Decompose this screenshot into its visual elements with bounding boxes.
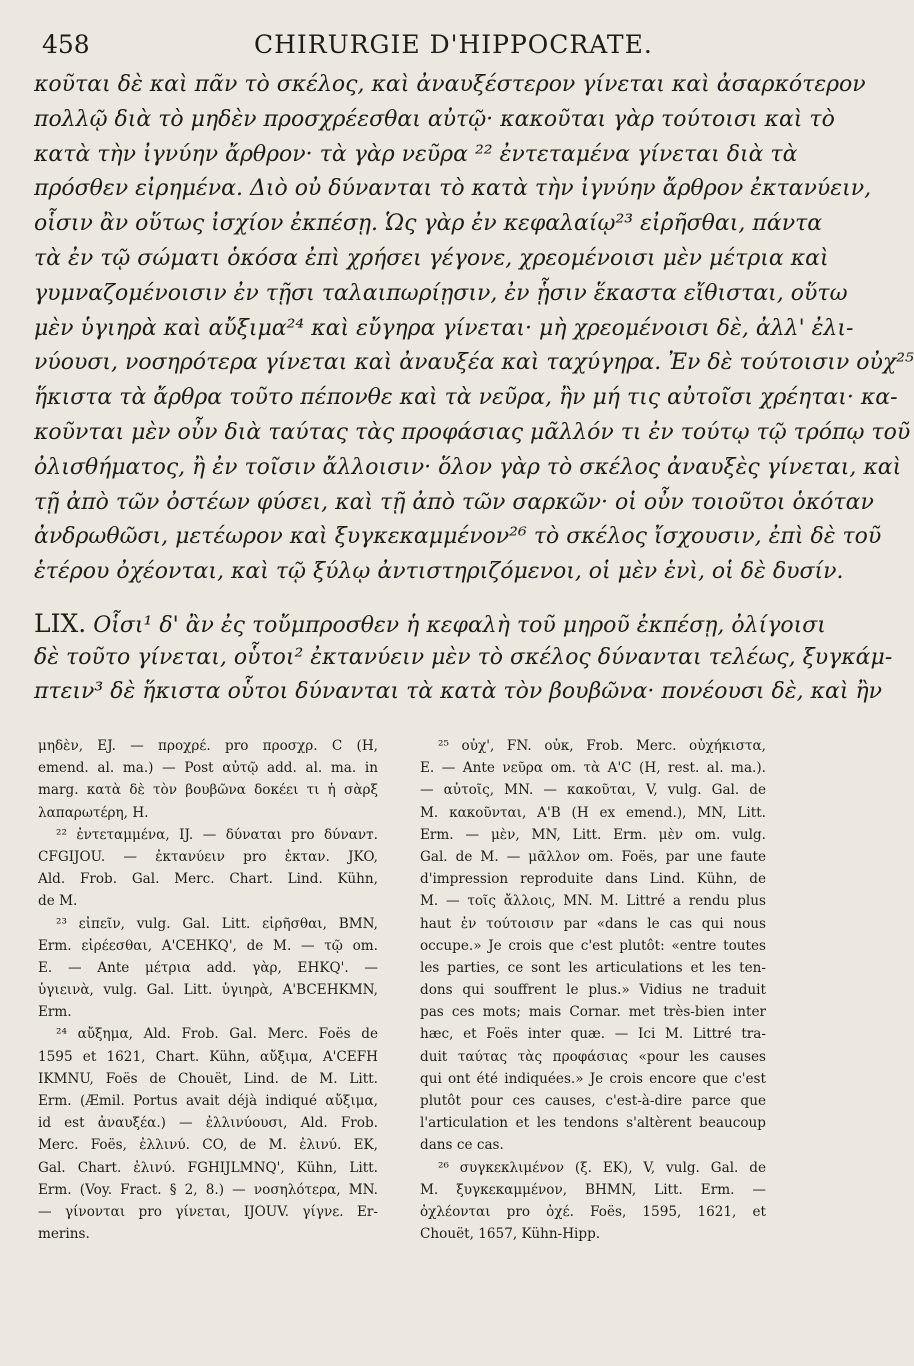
- footnote-line: Gal. de M. — μᾶλλον om. Foës, par une faute: [420, 848, 766, 865]
- text-line: νύουσι, νοσηρότερα γίνεται καὶ ἀναυξέα καὶ ταχύγηρα. Ἐν δὲ τούτοισιν οὐχ²⁵: [34, 350, 914, 376]
- footnote-line: hæc, et Foës inter quæ. — Ici M. Littré tra-: [420, 1026, 766, 1043]
- footnote-line: dans ce cas.: [420, 1137, 504, 1154]
- footnote-line: Erm. — μὲν, MN, Litt. Erm. μὲν om. vulg.: [420, 826, 766, 843]
- footnote-line: Chouët, 1657, Kühn-Hipp.: [420, 1226, 601, 1243]
- text-line: τὰ ἐν τῷ σώματι ὁκόσα ἐπὶ χρήσει γέγονε, χρεομένοισι μὲν μέτρια καὶ: [34, 245, 829, 271]
- footnote-line: — γίνονται pro γίνεται, IJOUV. γίγνε. Er-: [38, 1203, 378, 1220]
- footnote-line: — αὐτοῖς, MN. — κακοῦται, V, vulg. Gal. de: [420, 782, 766, 799]
- footnote-line: ²⁶ συγκεκλιμένον (ξ. EK), V, vulg. Gal. de: [438, 1159, 766, 1176]
- footnote-line: duit ταύτας τὰς προφάσιας «pour les causes: [420, 1048, 766, 1065]
- section-first-line: [34, 607, 826, 641]
- footnote-line: qui ont été indiquées.» Je crois encore que c'est: [420, 1070, 766, 1087]
- text-line: ἥκιστα τὰ ἄρθρα τοῦτο πέπονθε καὶ τὰ νεῦρα, ἢν μή τις αὐτοῖσι χρέηται· κα-: [34, 385, 898, 411]
- footnote-line: pas ces mots; mais Cornar. met très-bien inter: [420, 1004, 766, 1021]
- footnote-line: Merc. Foës, ἐλλινύ. CO, de M. ἐλινύ. EK,: [38, 1137, 378, 1154]
- footnote-line: id est ἀναυξέα.) — ἐλλινύουσι, Ald. Frob.: [38, 1115, 378, 1132]
- section-number: LIX.: [34, 609, 87, 638]
- footnote-line: merins.: [38, 1226, 90, 1243]
- footnote-line: Gal. Chart. ἐλινύ. FGHIJLMNQ', Kühn, Litt.: [38, 1159, 378, 1176]
- section-lix: [34, 607, 893, 709]
- text-line: πολλῷ διὰ τὸ μηδὲν προσχρέεσθαι αὐτῷ· κακοῦται γὰρ τούτοισι καὶ τὸ: [34, 106, 835, 132]
- text-line: κοῦνται μὲν οὖν διὰ ταύτας τὰς προφάσιας μᾶλλόν τι ἐν τούτῳ τῷ τρόπῳ τοῦ: [34, 419, 911, 445]
- text-line: πτειν³ δὲ ἥκιστα οὗτοι δύνανται τὰ κατὰ τὸν βουβῶνα· πονέουσι δὲ, καὶ ἢν: [34, 679, 883, 704]
- footnote-line: ὑγιεινὰ, vulg. Gal. Litt. ὑγιηρὰ, A'BCEHKMN,: [38, 982, 378, 999]
- footnote-line: l'articulation et les tendons s'altèrent beaucoup: [420, 1115, 766, 1132]
- text-line: οἷσιν ἂν οὕτως ἰσχίον ἐκπέσῃ. Ὡς γὰρ ἐν κεφαλαίῳ²³ εἰρῆσθαι, πάντα: [34, 211, 823, 237]
- footnotes-left-column: [38, 735, 378, 1245]
- footnote-line: M. κακοῦνται, A'B (H ex emend.), MN, Litt.: [420, 804, 766, 821]
- footnote-line: Erm. (Voy. Fract. § 2, 8.) — νοσηλότερα, MN.: [38, 1181, 378, 1198]
- text-line: δὲ τοῦτο γίνεται, οὗτοι² ἐκτανύειν μὲν τὸ σκέλος δύνανται τελέως, ξυγκάμ-: [34, 645, 893, 670]
- text-line: κοῦται δὲ καὶ πᾶν τὸ σκέλος, καὶ ἀναυξέστερον γίνεται καὶ ἀσαρκότερον: [34, 72, 866, 97]
- text-line: ἀνδρωθῶσι, μετέωρον καὶ ξυγκεκαμμένον²⁶ τὸ σκέλος ἴσχουσιν, ἐπὶ δὲ τοῦ: [34, 524, 882, 550]
- page-header: [42, 30, 754, 66]
- footnote-line: Erm.: [38, 1004, 72, 1021]
- footnote-line: dons qui souffrent le plus.» Vidius ne traduit: [420, 982, 766, 999]
- footnote-line: emend. al. ma.) — Post αὐτῷ add. al. ma. in: [38, 760, 378, 777]
- text-line: πρόσθεν εἰρημένα. Διὸ οὐ δύνανται τὸ κατὰ τὴν ἰγνύην ἄρθρον ἐκτανύειν,: [34, 176, 872, 202]
- footnote-line: 1595 et 1621, Chart. Kühn, αὔξιμα, A'CEFH: [38, 1048, 378, 1065]
- footnote-line: Ald. Frob. Gal. Merc. Chart. Lind. Kühn,: [38, 871, 378, 888]
- footnote-line: E. — Ante μέτρια add. γὰρ, EHKQ'. —: [38, 959, 378, 976]
- footnote-line: CFGIJOU. — ἐκτανύειν pro ἐκταν. JKO,: [38, 848, 378, 865]
- footnote-line: ὀχλέονται pro ὀχέ. Foës, 1595, 1621, et: [420, 1203, 766, 1220]
- footnote-line: Erm. (Æmil. Portus avait déjà indiqué αὔξιμα,: [38, 1093, 378, 1109]
- footnote-line: IKMNU, Foës de Chouët, Lind. de M. Litt.: [38, 1070, 378, 1087]
- footnote-line: M. — τοῖς ἄλλοις, MN. M. Littré a rendu plus: [420, 893, 766, 910]
- footnote-line: ²³ εἰπεῖν, vulg. Gal. Litt. εἰρῆσθαι, BMN,: [56, 915, 378, 932]
- footnote-line: marg. κατὰ δὲ τὸν βουβῶνα δοκέει τι ἡ σὰρξ: [38, 782, 378, 799]
- footnote-line: occupe.» Je crois que c'est plutôt: «entre toutes: [420, 937, 766, 954]
- main-text: [34, 68, 914, 590]
- text-line: μὲν ὑγιηρὰ καὶ αὔξιμα²⁴ καὶ εὔγηρα γίνεται· μὴ χρεομένοισι δὲ, ἀλλ' ἐλι-: [34, 315, 854, 341]
- footnote-line: λαπαρωτέρη, H.: [38, 804, 149, 821]
- text-line: τῇ ἀπὸ τῶν ὀστέων φύσει, καὶ τῇ ἀπὸ τῶν σαρκῶν· οἱ οὖν τοιοῦτοι ὁκόταν: [34, 489, 874, 515]
- footnote-line: ²² ἐντεταμμένα, IJ. — δύναται pro δύνανт.: [56, 826, 378, 843]
- footnote-line: de M.: [38, 893, 78, 910]
- running-head: CHIRURGIE D'HIPPOCRATE.: [254, 30, 653, 59]
- footnotes-right-column: [420, 735, 766, 1245]
- section-first-line-text: Οἷσι¹ δ' ἂν ἐς τοὔμπροσθεν ἡ κεφαλὴ τοῦ μηροῦ ἐκπέσῃ, ὀλίγοισι: [93, 613, 826, 638]
- text-line: ἑτέρου ὀχέονται, καὶ τῷ ξύλῳ ἀντιστηριζόμενοι, οἱ μὲν ἑνὶ, οἱ δὲ δυσίν.: [34, 559, 844, 585]
- footnote-line: haut ἐν τούτοισιν par «dans le cas qui nous: [420, 915, 766, 932]
- footnote-line: ²⁴ αὔξημα, Ald. Frob. Gal. Merc. Foës de: [56, 1026, 378, 1043]
- text-line: γυμναζομένοισιν ἐν τῇσι ταλαιπωρίῃσιν, ἐν ᾗσιν ἕκαστα εἴθισται, οὕτω: [34, 280, 848, 306]
- footnote-line: μηδὲν, EJ. — προχρέ. pro προσχρ. C (H,: [38, 738, 378, 754]
- footnote-line: Erm. εἰρέεσθαι, A'CEHKQ', de M. — τῷ om.: [38, 937, 378, 954]
- footnote-line: E. — Ante νεῦρα om. τὰ A'C (H, rest. al. ma.).: [420, 760, 766, 777]
- page-number: 458: [42, 30, 90, 59]
- footnote-line: les parties, ce sont les articulations et les ten-: [420, 959, 766, 976]
- footnote-line: M. ξυγκεκαμμένον, BHMN, Litt. Erm. —: [420, 1181, 766, 1198]
- footnote-line: ²⁵ οὐχ', FN. οὐκ, Frob. Merc. οὐχήκιστα,: [438, 738, 766, 754]
- footnote-line: plutôt pour ces causes, c'est-à-dire parce que: [420, 1093, 766, 1109]
- text-line: ὀλισθήματος, ἢ ἐν τοῖσιν ἄλλοισιν· ὅλον γὰρ τὸ σκέλος ἀναυξὲς γίνεται, καὶ: [34, 454, 902, 480]
- footnote-line: d'impression reproduite dans Lind. Kühn, de: [420, 871, 766, 888]
- text-line: κατὰ τὴν ἰγνύην ἄρθρον· τὰ γὰρ νεῦρα ²² ἐντεταμένα γίνεται διὰ τὰ: [34, 141, 798, 167]
